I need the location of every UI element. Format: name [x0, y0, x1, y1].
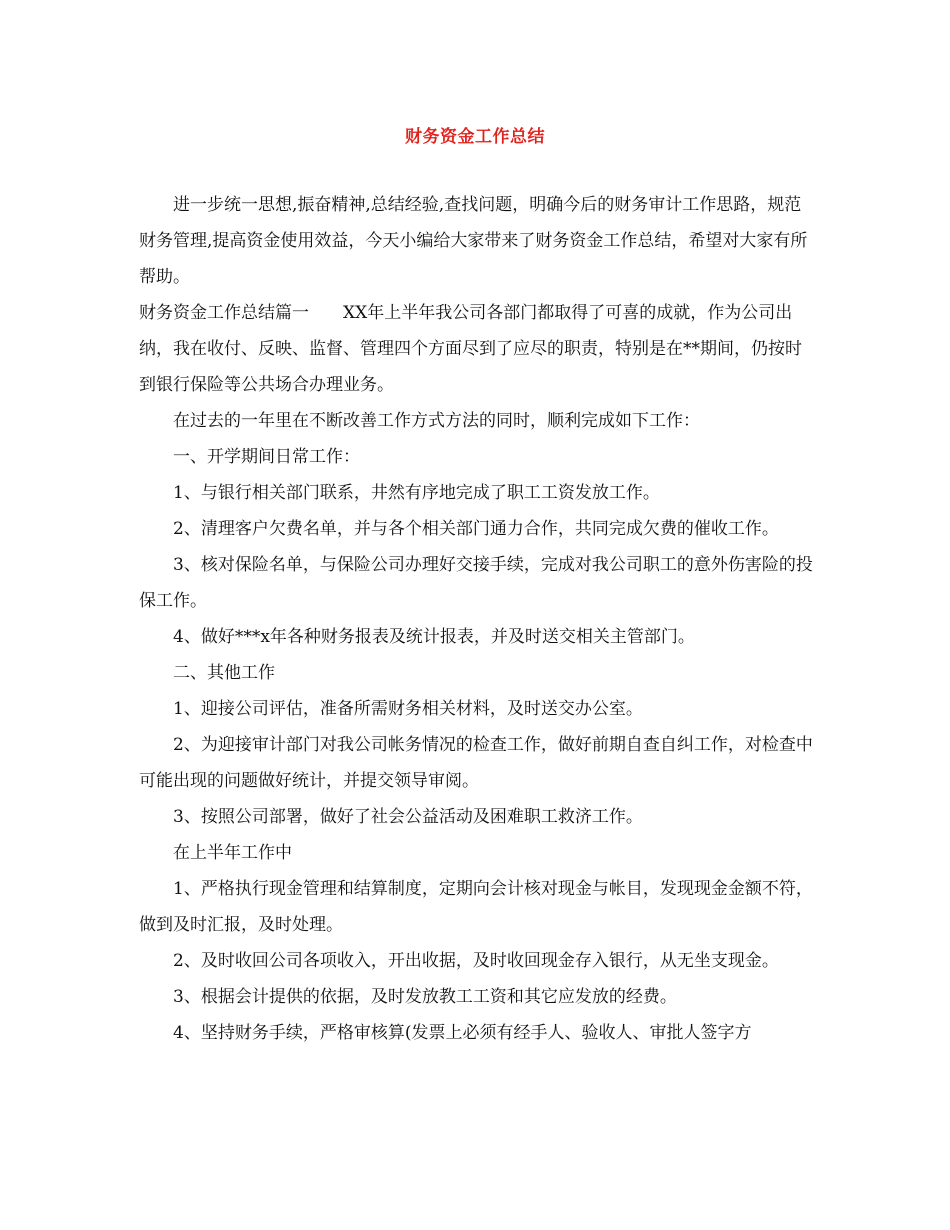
paragraph: 1、严格执行现金管理和结算制度，定期向会计核对现金与帐目，发现现金金额不符，做到及时汇报，及时处理。 — [139, 879, 813, 935]
paragraph: 2、及时收回公司各项收入，开出收据，及时收回现金存入银行，从无坐支现金。 — [173, 951, 779, 971]
paragraph: 2、为迎接审计部门对我公司帐务情况的检查工作，做好前期自查自纠工作，对检查中可能出现的问题做好统计，并提交领导审阅。 — [139, 735, 813, 791]
paragraph: 2、清理客户欠费名单，并与各个相关部门通力合作，共同完成欠费的催收工作。 — [173, 519, 779, 539]
paragraph: 1、与银行相关部门联系，井然有序地完成了职工工资发放工作。 — [173, 483, 660, 503]
paragraph: 3、根据会计提供的依据，及时发放教工工资和其它应发放的经费。 — [173, 987, 677, 1007]
paragraph: 财务资金工作总结篇一 XX年上半年我公司各部门都取得了可喜的成就，作为公司出纳，我在收付、反映、监督、管理四个方面尽到了应尽的职责，特别是在**期间，仍按时到银行保险等公共场合办理业务。 — [139, 303, 802, 395]
document-body — [139, 187, 815, 1051]
paragraph: 进一步统一思想,振奋精神,总结经验,查找问题，明确今后的财务审计工作思路，规范财务管理,提高资金使用效益，今天小编给大家带来了财务资金工作总结，希望对大家有所帮助。 — [139, 195, 808, 287]
paragraph: 4、坚持财务手续，严格审核算(发票上必须有经手人、验收人、审批人签字方 — [173, 1023, 752, 1043]
paragraph: 在过去的一年里在不断改善工作方式方法的同时，顺利完成如下工作： — [173, 411, 700, 431]
paragraph: 3、按照公司部署，做好了社会公益活动及困难职工救济工作。 — [173, 807, 643, 827]
paragraph: 二、其他工作 — [173, 663, 275, 683]
document-title: 财务资金工作总结 — [405, 127, 545, 147]
paragraph: 一、开学期间日常工作： — [173, 447, 360, 467]
paragraph: 4、做好***x年各种财务报表及统计报表，并及时送交相关主管部门。 — [173, 627, 695, 647]
paragraph: 3、核对保险名单，与保险公司办理好交接手续，完成对我公司职工的意外伤害险的投保工作。 — [139, 555, 813, 611]
paragraph: 1、迎接公司评估，准备所需财务相关材料，及时送交办公室。 — [173, 699, 643, 719]
paragraph: 在上半年工作中 — [173, 843, 292, 863]
